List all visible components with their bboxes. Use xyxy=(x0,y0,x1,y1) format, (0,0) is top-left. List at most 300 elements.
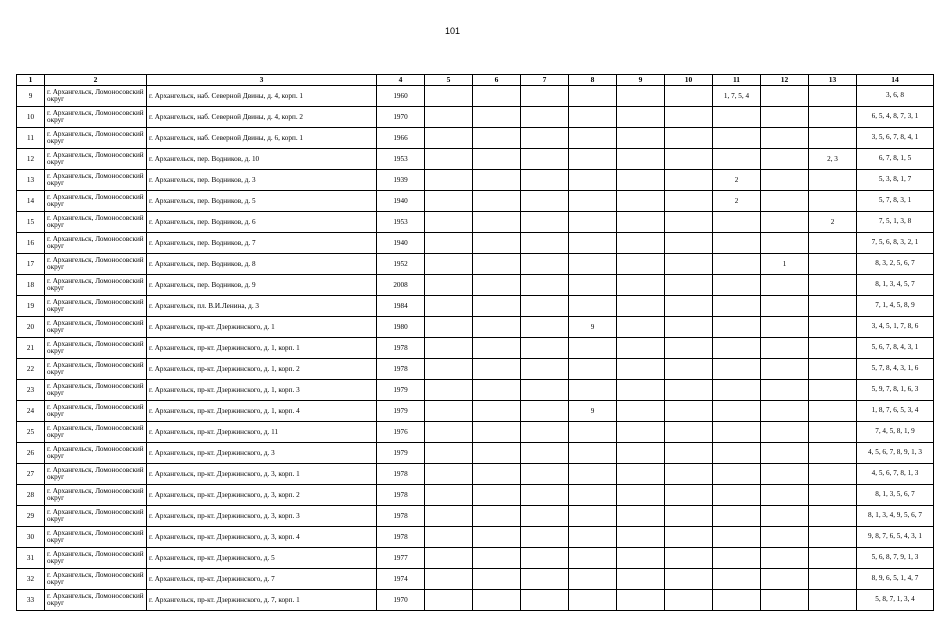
cell-col-11 xyxy=(713,275,761,296)
cell-col-5 xyxy=(425,254,473,275)
cell-col-5 xyxy=(425,464,473,485)
cell-col-10 xyxy=(665,569,713,590)
cell-col-13 xyxy=(809,128,857,149)
cell-col-8 xyxy=(569,149,617,170)
cell-col-6 xyxy=(473,359,521,380)
cell-col-5 xyxy=(425,485,473,506)
cell-col-1: 30 xyxy=(17,527,45,548)
cell-col-1: 25 xyxy=(17,422,45,443)
cell-col-10 xyxy=(665,527,713,548)
cell-col-5 xyxy=(425,422,473,443)
cell-col-5 xyxy=(425,338,473,359)
cell-col-9 xyxy=(617,128,665,149)
cell-col-14: 3, 4, 5, 1, 7, 8, 6 xyxy=(857,317,934,338)
cell-col-12 xyxy=(761,590,809,611)
cell-col-14: 9, 8, 7, 6, 5, 4, 3, 1 xyxy=(857,527,934,548)
cell-col-13 xyxy=(809,422,857,443)
cell-col-9 xyxy=(617,86,665,107)
cell-col-5 xyxy=(425,296,473,317)
cell-col-11: 2 xyxy=(713,191,761,212)
table-row xyxy=(17,212,934,233)
cell-col-5 xyxy=(425,149,473,170)
table-row xyxy=(17,233,934,254)
cell-col-4: 1940 xyxy=(377,191,425,212)
table-row xyxy=(17,128,934,149)
cell-col-4: 1953 xyxy=(377,149,425,170)
cell-col-8 xyxy=(569,212,617,233)
cell-col-7 xyxy=(521,338,569,359)
cell-col-6 xyxy=(473,590,521,611)
cell-col-2: г. Архангельск, Ломоносовский округ xyxy=(45,254,147,275)
cell-col-3: г. Архангельск, наб. Северной Двины, д. 4, корп. 2 xyxy=(147,107,377,128)
table-row xyxy=(17,359,934,380)
column-header-9: 9 xyxy=(617,75,665,86)
cell-col-2: г. Архангельск, Ломоносовский округ xyxy=(45,128,147,149)
cell-col-2: г. Архангельск, Ломоносовский округ xyxy=(45,380,147,401)
cell-col-10 xyxy=(665,464,713,485)
cell-col-4: 1979 xyxy=(377,443,425,464)
cell-col-7 xyxy=(521,170,569,191)
cell-col-2: г. Архангельск, Ломоносовский округ xyxy=(45,569,147,590)
cell-col-10 xyxy=(665,254,713,275)
cell-col-8 xyxy=(569,128,617,149)
cell-col-12 xyxy=(761,485,809,506)
cell-col-5 xyxy=(425,401,473,422)
cell-col-3: г. Архангельск, пер. Водников, д. 5 xyxy=(147,191,377,212)
cell-col-6 xyxy=(473,338,521,359)
cell-col-13 xyxy=(809,569,857,590)
cell-col-7 xyxy=(521,527,569,548)
cell-col-13 xyxy=(809,296,857,317)
cell-col-12 xyxy=(761,569,809,590)
table-row xyxy=(17,380,934,401)
cell-col-9 xyxy=(617,527,665,548)
cell-col-12 xyxy=(761,506,809,527)
cell-col-8 xyxy=(569,107,617,128)
table-row xyxy=(17,317,934,338)
cell-col-7 xyxy=(521,548,569,569)
cell-col-10 xyxy=(665,380,713,401)
cell-col-6 xyxy=(473,275,521,296)
cell-col-8 xyxy=(569,380,617,401)
cell-col-11 xyxy=(713,506,761,527)
cell-col-11 xyxy=(713,149,761,170)
cell-col-3: г. Архангельск, наб. Северной Двины, д. 6, корп. 1 xyxy=(147,128,377,149)
cell-col-14: 8, 9, 6, 5, 1, 4, 7 xyxy=(857,569,934,590)
cell-col-14: 6, 7, 8, 1, 5 xyxy=(857,149,934,170)
cell-col-8 xyxy=(569,422,617,443)
cell-col-3: г. Архангельск, пл. В.И.Ленина, д. 3 xyxy=(147,296,377,317)
cell-col-12 xyxy=(761,170,809,191)
cell-col-10 xyxy=(665,506,713,527)
header-row xyxy=(17,75,934,86)
cell-col-12 xyxy=(761,338,809,359)
cell-col-9 xyxy=(617,590,665,611)
cell-col-2: г. Архангельск, Ломоносовский округ xyxy=(45,527,147,548)
cell-col-10 xyxy=(665,170,713,191)
cell-col-4: 1953 xyxy=(377,212,425,233)
cell-col-2: г. Архангельск, Ломоносовский округ xyxy=(45,443,147,464)
table-row xyxy=(17,107,934,128)
cell-col-7 xyxy=(521,107,569,128)
cell-col-6 xyxy=(473,128,521,149)
cell-col-10 xyxy=(665,233,713,254)
cell-col-5 xyxy=(425,380,473,401)
cell-col-9 xyxy=(617,359,665,380)
cell-col-10 xyxy=(665,443,713,464)
cell-col-13 xyxy=(809,548,857,569)
column-header-12: 12 xyxy=(761,75,809,86)
cell-col-11 xyxy=(713,212,761,233)
cell-col-2: г. Архангельск, Ломоносовский округ xyxy=(45,506,147,527)
cell-col-6 xyxy=(473,443,521,464)
cell-col-6 xyxy=(473,548,521,569)
cell-col-10 xyxy=(665,107,713,128)
cell-col-14: 5, 8, 7, 1, 3, 4 xyxy=(857,590,934,611)
cell-col-11 xyxy=(713,443,761,464)
cell-col-1: 19 xyxy=(17,296,45,317)
data-table xyxy=(16,74,934,611)
cell-col-6 xyxy=(473,422,521,443)
cell-col-4: 1979 xyxy=(377,380,425,401)
cell-col-1: 14 xyxy=(17,191,45,212)
cell-col-1: 12 xyxy=(17,149,45,170)
cell-col-3: г. Архангельск, пр-кт. Дзержинского, д. 1, корп. 4 xyxy=(147,401,377,422)
cell-col-2: г. Архангельск, Ломоносовский округ xyxy=(45,149,147,170)
cell-col-12 xyxy=(761,317,809,338)
cell-col-5 xyxy=(425,86,473,107)
cell-col-2: г. Архангельск, Ломоносовский округ xyxy=(45,485,147,506)
cell-col-6 xyxy=(473,296,521,317)
cell-col-13 xyxy=(809,275,857,296)
cell-col-14: 4, 5, 6, 7, 8, 1, 3 xyxy=(857,464,934,485)
cell-col-14: 7, 5, 6, 8, 3, 2, 1 xyxy=(857,233,934,254)
cell-col-6 xyxy=(473,380,521,401)
cell-col-9 xyxy=(617,233,665,254)
cell-col-14: 5, 6, 7, 8, 4, 3, 1 xyxy=(857,338,934,359)
cell-col-12 xyxy=(761,128,809,149)
cell-col-14: 5, 3, 8, 1, 7 xyxy=(857,170,934,191)
cell-col-12 xyxy=(761,527,809,548)
cell-col-8 xyxy=(569,506,617,527)
table-row xyxy=(17,296,934,317)
cell-col-9 xyxy=(617,422,665,443)
cell-col-11 xyxy=(713,590,761,611)
cell-col-7 xyxy=(521,149,569,170)
cell-col-12 xyxy=(761,548,809,569)
cell-col-6 xyxy=(473,485,521,506)
cell-col-8 xyxy=(569,590,617,611)
cell-col-1: 32 xyxy=(17,569,45,590)
table-row xyxy=(17,170,934,191)
cell-col-1: 16 xyxy=(17,233,45,254)
cell-col-2: г. Архангельск, Ломоносовский округ xyxy=(45,338,147,359)
cell-col-13 xyxy=(809,506,857,527)
cell-col-3: г. Архангельск, пр-кт. Дзержинского, д. 3, корп. 3 xyxy=(147,506,377,527)
cell-col-11 xyxy=(713,107,761,128)
cell-col-6 xyxy=(473,317,521,338)
cell-col-9 xyxy=(617,275,665,296)
cell-col-4: 1970 xyxy=(377,107,425,128)
cell-col-11 xyxy=(713,548,761,569)
cell-col-4: 1952 xyxy=(377,254,425,275)
cell-col-7 xyxy=(521,233,569,254)
cell-col-6 xyxy=(473,149,521,170)
cell-col-4: 1978 xyxy=(377,464,425,485)
cell-col-12 xyxy=(761,464,809,485)
cell-col-13 xyxy=(809,359,857,380)
cell-col-7 xyxy=(521,317,569,338)
cell-col-9 xyxy=(617,212,665,233)
cell-col-9 xyxy=(617,338,665,359)
cell-col-2: г. Архангельск, Ломоносовский округ xyxy=(45,170,147,191)
cell-col-12 xyxy=(761,212,809,233)
cell-col-14: 3, 6, 8 xyxy=(857,86,934,107)
column-header-1: 1 xyxy=(17,75,45,86)
table-row xyxy=(17,506,934,527)
cell-col-3: г. Архангельск, наб. Северной Двины, д. 4, корп. 1 xyxy=(147,86,377,107)
cell-col-11 xyxy=(713,485,761,506)
cell-col-8 xyxy=(569,191,617,212)
cell-col-7 xyxy=(521,590,569,611)
cell-col-11 xyxy=(713,464,761,485)
cell-col-14: 7, 1, 4, 5, 8, 9 xyxy=(857,296,934,317)
column-header-11: 11 xyxy=(713,75,761,86)
cell-col-9 xyxy=(617,149,665,170)
table-row xyxy=(17,86,934,107)
cell-col-4: 1979 xyxy=(377,401,425,422)
cell-col-11 xyxy=(713,569,761,590)
cell-col-13 xyxy=(809,443,857,464)
cell-col-7 xyxy=(521,191,569,212)
cell-col-7 xyxy=(521,464,569,485)
cell-col-1: 26 xyxy=(17,443,45,464)
table-row xyxy=(17,464,934,485)
cell-col-13 xyxy=(809,401,857,422)
cell-col-4: 1978 xyxy=(377,359,425,380)
cell-col-12 xyxy=(761,443,809,464)
column-header-8: 8 xyxy=(569,75,617,86)
cell-col-2: г. Архангельск, Ломоносовский округ xyxy=(45,191,147,212)
cell-col-3: г. Архангельск, пер. Водников, д. 3 xyxy=(147,170,377,191)
cell-col-13 xyxy=(809,464,857,485)
cell-col-8 xyxy=(569,296,617,317)
cell-col-13 xyxy=(809,107,857,128)
cell-col-4: 1960 xyxy=(377,86,425,107)
table-row xyxy=(17,254,934,275)
cell-col-10 xyxy=(665,590,713,611)
cell-col-2: г. Архангельск, Ломоносовский округ xyxy=(45,107,147,128)
cell-col-11 xyxy=(713,338,761,359)
cell-col-7 xyxy=(521,296,569,317)
cell-col-3: г. Архангельск, пр-кт. Дзержинского, д. 1, корп. 1 xyxy=(147,338,377,359)
cell-col-5 xyxy=(425,107,473,128)
cell-col-6 xyxy=(473,464,521,485)
cell-col-1: 13 xyxy=(17,170,45,191)
cell-col-1: 28 xyxy=(17,485,45,506)
cell-col-6 xyxy=(473,569,521,590)
cell-col-5 xyxy=(425,212,473,233)
cell-col-13: 2 xyxy=(809,212,857,233)
cell-col-6 xyxy=(473,212,521,233)
cell-col-3: г. Архангельск, пр-кт. Дзержинского, д. 1, корп. 3 xyxy=(147,380,377,401)
cell-col-14: 5, 7, 8, 3, 1 xyxy=(857,191,934,212)
column-header-3: 3 xyxy=(147,75,377,86)
cell-col-7 xyxy=(521,275,569,296)
cell-col-8 xyxy=(569,443,617,464)
cell-col-14: 7, 5, 1, 3, 8 xyxy=(857,212,934,233)
cell-col-11 xyxy=(713,359,761,380)
cell-col-13 xyxy=(809,380,857,401)
cell-col-4: 1977 xyxy=(377,548,425,569)
cell-col-8 xyxy=(569,485,617,506)
cell-col-5 xyxy=(425,527,473,548)
cell-col-9 xyxy=(617,443,665,464)
cell-col-4: 1940 xyxy=(377,233,425,254)
cell-col-14: 6, 5, 4, 8, 7, 3, 1 xyxy=(857,107,934,128)
cell-col-8 xyxy=(569,275,617,296)
table-body xyxy=(17,86,934,611)
cell-col-3: г. Архангельск, пр-кт. Дзержинского, д. 7, корп. 1 xyxy=(147,590,377,611)
cell-col-5 xyxy=(425,233,473,254)
cell-col-2: г. Архангельск, Ломоносовский округ xyxy=(45,464,147,485)
cell-col-13 xyxy=(809,590,857,611)
cell-col-13 xyxy=(809,191,857,212)
cell-col-12 xyxy=(761,359,809,380)
cell-col-9 xyxy=(617,254,665,275)
cell-col-2: г. Архангельск, Ломоносовский округ xyxy=(45,275,147,296)
cell-col-1: 22 xyxy=(17,359,45,380)
cell-col-6 xyxy=(473,170,521,191)
cell-col-3: г. Архангельск, пр-кт. Дзержинского, д. 3, корп. 1 xyxy=(147,464,377,485)
cell-col-7 xyxy=(521,422,569,443)
column-header-10: 10 xyxy=(665,75,713,86)
table-row xyxy=(17,401,934,422)
column-header-13: 13 xyxy=(809,75,857,86)
cell-col-14: 3, 5, 6, 7, 8, 4, 1 xyxy=(857,128,934,149)
cell-col-1: 15 xyxy=(17,212,45,233)
cell-col-5 xyxy=(425,275,473,296)
cell-col-3: г. Архангельск, пр-кт. Дзержинского, д. 7 xyxy=(147,569,377,590)
cell-col-10 xyxy=(665,359,713,380)
column-header-14: 14 xyxy=(857,75,934,86)
cell-col-3: г. Архангельск, пр-кт. Дзержинского, д. 1 xyxy=(147,317,377,338)
cell-col-9 xyxy=(617,317,665,338)
cell-col-10 xyxy=(665,191,713,212)
cell-col-4: 1978 xyxy=(377,527,425,548)
cell-col-9 xyxy=(617,548,665,569)
cell-col-2: г. Архангельск, Ломоносовский округ xyxy=(45,359,147,380)
cell-col-1: 33 xyxy=(17,590,45,611)
cell-col-9 xyxy=(617,569,665,590)
cell-col-10 xyxy=(665,485,713,506)
cell-col-2: г. Архангельск, Ломоносовский округ xyxy=(45,212,147,233)
cell-col-4: 1980 xyxy=(377,317,425,338)
cell-col-6 xyxy=(473,254,521,275)
cell-col-11: 2 xyxy=(713,170,761,191)
cell-col-4: 1978 xyxy=(377,485,425,506)
cell-col-6 xyxy=(473,506,521,527)
table-row xyxy=(17,485,934,506)
cell-col-8 xyxy=(569,338,617,359)
cell-col-8 xyxy=(569,170,617,191)
cell-col-9 xyxy=(617,170,665,191)
cell-col-13 xyxy=(809,86,857,107)
cell-col-10 xyxy=(665,317,713,338)
cell-col-10 xyxy=(665,422,713,443)
cell-col-1: 24 xyxy=(17,401,45,422)
cell-col-1: 18 xyxy=(17,275,45,296)
cell-col-6 xyxy=(473,527,521,548)
cell-col-8 xyxy=(569,359,617,380)
cell-col-10 xyxy=(665,401,713,422)
column-header-2: 2 xyxy=(45,75,147,86)
column-header-5: 5 xyxy=(425,75,473,86)
cell-col-2: г. Архангельск, Ломоносовский округ xyxy=(45,296,147,317)
cell-col-5 xyxy=(425,569,473,590)
cell-col-12 xyxy=(761,296,809,317)
table-row xyxy=(17,569,934,590)
page-number: 101 xyxy=(444,26,461,36)
cell-col-11 xyxy=(713,527,761,548)
cell-col-10 xyxy=(665,128,713,149)
cell-col-7 xyxy=(521,401,569,422)
table-row xyxy=(17,191,934,212)
cell-col-13 xyxy=(809,233,857,254)
cell-col-10 xyxy=(665,86,713,107)
cell-col-5 xyxy=(425,443,473,464)
cell-col-11 xyxy=(713,128,761,149)
cell-col-13 xyxy=(809,254,857,275)
cell-col-8 xyxy=(569,86,617,107)
cell-col-4: 1978 xyxy=(377,506,425,527)
cell-col-6 xyxy=(473,401,521,422)
cell-col-5 xyxy=(425,590,473,611)
cell-col-3: г. Архангельск, пер. Водников, д. 7 xyxy=(147,233,377,254)
table-row xyxy=(17,590,934,611)
cell-col-10 xyxy=(665,548,713,569)
cell-col-12 xyxy=(761,86,809,107)
cell-col-7 xyxy=(521,569,569,590)
cell-col-10 xyxy=(665,296,713,317)
cell-col-12 xyxy=(761,149,809,170)
cell-col-4: 1974 xyxy=(377,569,425,590)
cell-col-11 xyxy=(713,317,761,338)
cell-col-3: г. Архангельск, пр-кт. Дзержинского, д. 1, корп. 2 xyxy=(147,359,377,380)
cell-col-7 xyxy=(521,380,569,401)
cell-col-8: 9 xyxy=(569,317,617,338)
cell-col-1: 21 xyxy=(17,338,45,359)
cell-col-2: г. Архангельск, Ломоносовский округ xyxy=(45,317,147,338)
cell-col-3: г. Архангельск, пр-кт. Дзержинского, д. 11 xyxy=(147,422,377,443)
cell-col-5 xyxy=(425,191,473,212)
cell-col-12 xyxy=(761,191,809,212)
table-row xyxy=(17,149,934,170)
cell-col-2: г. Архангельск, Ломоносовский округ xyxy=(45,86,147,107)
cell-col-12 xyxy=(761,380,809,401)
cell-col-11 xyxy=(713,401,761,422)
cell-col-12: 1 xyxy=(761,254,809,275)
cell-col-9 xyxy=(617,296,665,317)
column-header-4: 4 xyxy=(377,75,425,86)
cell-col-1: 11 xyxy=(17,128,45,149)
cell-col-11 xyxy=(713,380,761,401)
table-row xyxy=(17,338,934,359)
cell-col-14: 5, 7, 8, 4, 3, 1, 6 xyxy=(857,359,934,380)
cell-col-7 xyxy=(521,485,569,506)
cell-col-7 xyxy=(521,128,569,149)
cell-col-11 xyxy=(713,233,761,254)
